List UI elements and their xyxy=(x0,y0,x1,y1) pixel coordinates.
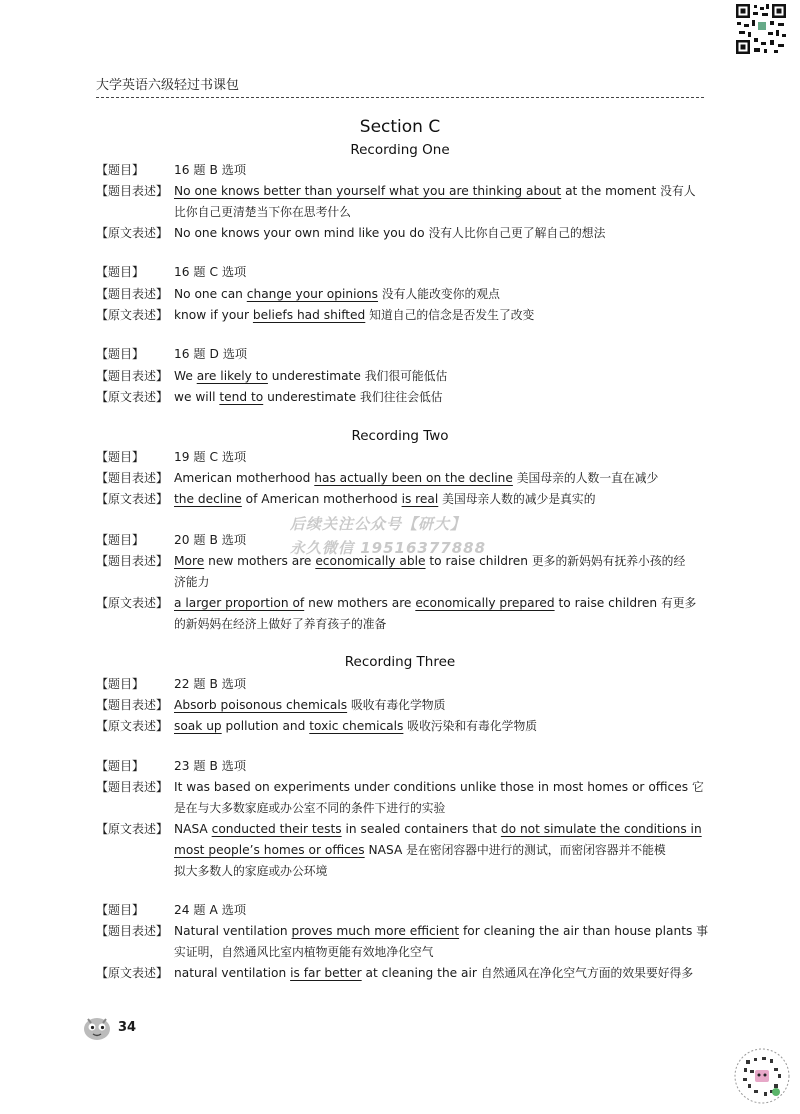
underlined-phrase: has actually been on the decline xyxy=(314,471,513,485)
text-segment: for cleaning the air than house plants xyxy=(459,924,697,938)
stem-continuation: 济能力 xyxy=(174,575,210,589)
stem-line xyxy=(96,468,708,488)
original-continuation: 拟大多数人的家庭或办公环境 xyxy=(174,864,328,878)
recording-title: Recording One xyxy=(350,142,450,158)
underlined-phrase: a larger proportion of xyxy=(174,596,305,610)
chinese-translation: 没有人 xyxy=(660,184,696,198)
question-line xyxy=(96,262,708,282)
stem-line xyxy=(96,551,708,571)
original-label: 【原文表述】 xyxy=(96,308,169,322)
question-label: 【题目】 xyxy=(96,265,145,279)
stem-text xyxy=(174,780,704,794)
stem-line xyxy=(96,921,708,941)
text-segment: pollution and xyxy=(221,719,310,733)
qr-code-icon xyxy=(734,1048,790,1104)
original-line xyxy=(96,963,708,983)
chinese-translation: 美国母亲人数的减少是真实的 xyxy=(442,492,596,506)
stem-line xyxy=(96,777,708,797)
original-text xyxy=(174,492,596,506)
underlined-phrase: most people’s homes or offices xyxy=(174,843,365,857)
question-label: 【题目】 xyxy=(96,450,145,464)
original-line xyxy=(96,223,708,243)
stem-continuation: 实证明，自然通风比室内植物更能有效地净化空气 xyxy=(174,945,434,959)
original-text xyxy=(174,966,693,980)
original-line xyxy=(96,387,708,407)
question-label: 【题目】 xyxy=(96,533,145,547)
original-line xyxy=(96,593,708,613)
underlined-phrase: conducted their tests xyxy=(211,822,342,836)
underlined-phrase: economically prepared xyxy=(415,596,555,610)
question-ref: 16 题 D 选项 xyxy=(174,347,248,361)
stem-label: 【题目表述】 xyxy=(96,780,169,794)
text-segment: new mothers are xyxy=(204,554,316,568)
text-segment: know if your xyxy=(174,308,253,322)
chinese-translation: 知道自己的信念是否发生了改变 xyxy=(369,308,535,322)
text-segment: No one knows your own mind like you do xyxy=(174,226,429,240)
stem-line xyxy=(96,181,708,201)
recording-title: Recording Two xyxy=(351,428,449,444)
stem-line xyxy=(96,284,708,304)
text-segment: It was based on experiments under conditions unlike those in most homes or offices xyxy=(174,780,692,794)
question-line xyxy=(96,674,708,694)
text-segment: new mothers are xyxy=(304,596,416,610)
original-label: 【原文表述】 xyxy=(96,492,169,506)
underlined-phrase: beliefs had shifted xyxy=(252,308,366,322)
text-segment: in sealed containers that xyxy=(341,822,501,836)
original-label: 【原文表述】 xyxy=(96,390,169,404)
text-segment: natural ventilation xyxy=(174,966,291,980)
question-line xyxy=(96,530,708,550)
original-text xyxy=(174,226,605,240)
stem-label: 【题目表述】 xyxy=(96,554,169,568)
underlined-phrase: soak up xyxy=(174,719,222,733)
original-line xyxy=(96,716,708,736)
text-segment: to raise children xyxy=(425,554,532,568)
underlined-phrase: is far better xyxy=(290,966,362,980)
original-continuation xyxy=(174,840,666,860)
text-segment: underestimate xyxy=(263,390,361,404)
recording-title: Recording Three xyxy=(344,654,456,670)
question-line xyxy=(96,447,708,467)
watermark-line: 永久微信 19516377888 xyxy=(290,539,487,557)
question-ref: 16 题 B 选项 xyxy=(174,163,247,177)
text-segment: NASA xyxy=(364,843,407,857)
underlined-phrase: are likely to xyxy=(196,369,268,383)
text-segment: American motherhood xyxy=(174,471,315,485)
original-text xyxy=(174,308,534,322)
chinese-translation: 没有人能改变你的观点 xyxy=(381,287,500,301)
text-segment: we will xyxy=(174,390,220,404)
underlined-phrase: change your opinions xyxy=(246,287,379,301)
underlined-phrase: No one knows better than yourself what you are thinking about xyxy=(174,184,562,198)
text-segment: NASA xyxy=(174,822,212,836)
question-ref: 24 题 A 选项 xyxy=(174,903,247,917)
chinese-translation: 它 xyxy=(691,780,704,794)
stem-continuation: 是在与大多数家庭或办公室不同的条件下进行的实验 xyxy=(174,801,446,815)
original-line xyxy=(96,489,708,509)
stem-text xyxy=(174,924,708,938)
underlined-phrase: Absorb poisonous chemicals xyxy=(174,698,348,712)
stem-label: 【题目表述】 xyxy=(96,184,169,198)
question-ref: 16 题 C 选项 xyxy=(174,265,247,279)
original-label: 【原文表述】 xyxy=(96,596,169,610)
chinese-translation: 我们很可能低估 xyxy=(364,369,448,383)
text-segment: Natural ventilation xyxy=(174,924,292,938)
original-line xyxy=(96,819,708,839)
underlined-phrase: toxic chemicals xyxy=(309,719,404,733)
stem-text xyxy=(174,287,500,301)
original-label: 【原文表述】 xyxy=(96,966,169,980)
underlined-phrase: tend to xyxy=(219,390,264,404)
chinese-translation: 我们往往会低估 xyxy=(360,390,443,404)
stem-label: 【题目表述】 xyxy=(96,471,169,485)
text-segment: to raise children xyxy=(554,596,661,610)
stem-continuation: 比你自己更清楚当下你在思考什么 xyxy=(174,205,351,219)
stem-text xyxy=(174,471,658,485)
original-text xyxy=(174,390,443,404)
stem-text xyxy=(174,698,445,712)
chinese-translation: 有更多 xyxy=(660,596,697,610)
text-segment: No one can xyxy=(174,287,247,301)
page-number: 34 xyxy=(118,1020,137,1035)
original-label: 【原文表述】 xyxy=(96,719,169,733)
question-ref: 19 题 C 选项 xyxy=(174,450,247,464)
stem-text xyxy=(174,184,696,198)
chinese-translation: 更多的新妈妈有抚养小孩的经 xyxy=(531,554,686,568)
text-segment: at the moment xyxy=(561,184,661,198)
qr-code-icon xyxy=(734,2,788,56)
stem-label: 【题目表述】 xyxy=(96,698,169,712)
header-title: 大学英语六级轻过书课包 xyxy=(96,78,240,93)
underlined-phrase: the decline xyxy=(174,492,242,506)
underlined-phrase: proves much more efficient xyxy=(291,924,460,938)
original-label: 【原文表述】 xyxy=(96,822,169,836)
chinese-translation: 事 xyxy=(696,924,709,938)
question-label: 【题目】 xyxy=(96,163,145,177)
text-segment: We xyxy=(174,369,197,383)
question-line xyxy=(96,160,708,180)
chinese-translation: 吸收有毒化学物质 xyxy=(350,698,446,712)
chinese-translation: 自然通风在净化空气方面的效果要好得多 xyxy=(480,966,694,980)
underlined-phrase: More xyxy=(174,554,205,568)
original-text xyxy=(174,719,537,733)
text-segment: underestimate xyxy=(267,369,365,383)
stem-label: 【题目表述】 xyxy=(96,287,169,301)
stem-text xyxy=(174,369,447,383)
header-divider xyxy=(96,97,704,98)
original-text xyxy=(174,596,696,610)
original-text xyxy=(174,822,702,836)
chinese-translation: 是在密闭容器中进行的测试，而密闭容器并不能模 xyxy=(406,843,666,857)
stem-label: 【题目表述】 xyxy=(96,369,169,383)
question-label: 【题目】 xyxy=(96,759,145,773)
question-line xyxy=(96,900,708,920)
stem-line xyxy=(96,366,708,386)
question-label: 【题目】 xyxy=(96,903,145,917)
underlined-phrase: is real xyxy=(401,492,439,506)
question-ref: 20 题 B 选项 xyxy=(174,533,247,547)
text-segment: at cleaning the air xyxy=(361,966,481,980)
chinese-translation: 没有人比你自己更了解自己的想法 xyxy=(428,226,606,240)
question-line xyxy=(96,756,708,776)
question-label: 【题目】 xyxy=(96,677,145,691)
mascot-icon xyxy=(82,1012,112,1042)
question-label: 【题目】 xyxy=(96,347,145,361)
question-ref: 22 题 B 选项 xyxy=(174,677,247,691)
section-title: Section C xyxy=(359,117,441,137)
stem-label: 【题目表述】 xyxy=(96,924,169,938)
original-continuation: 的新妈妈在经济上做好了养育孩子的准备 xyxy=(174,617,387,631)
watermark-line: 后续关注公众号【研大】 xyxy=(290,515,467,533)
stem-line xyxy=(96,695,708,715)
underlined-phrase: economically able xyxy=(315,554,426,568)
underlined-phrase: do not simulate the conditions in xyxy=(500,822,702,836)
chinese-translation: 吸收污染和有毒化学物质 xyxy=(407,719,538,733)
chinese-translation: 美国母亲的人数一直在减少 xyxy=(516,471,659,485)
question-ref: 23 题 B 选项 xyxy=(174,759,247,773)
stem-text xyxy=(174,554,685,568)
original-label: 【原文表述】 xyxy=(96,226,169,240)
original-line xyxy=(96,305,708,325)
text-segment: of American motherhood xyxy=(241,492,402,506)
question-line xyxy=(96,344,708,364)
